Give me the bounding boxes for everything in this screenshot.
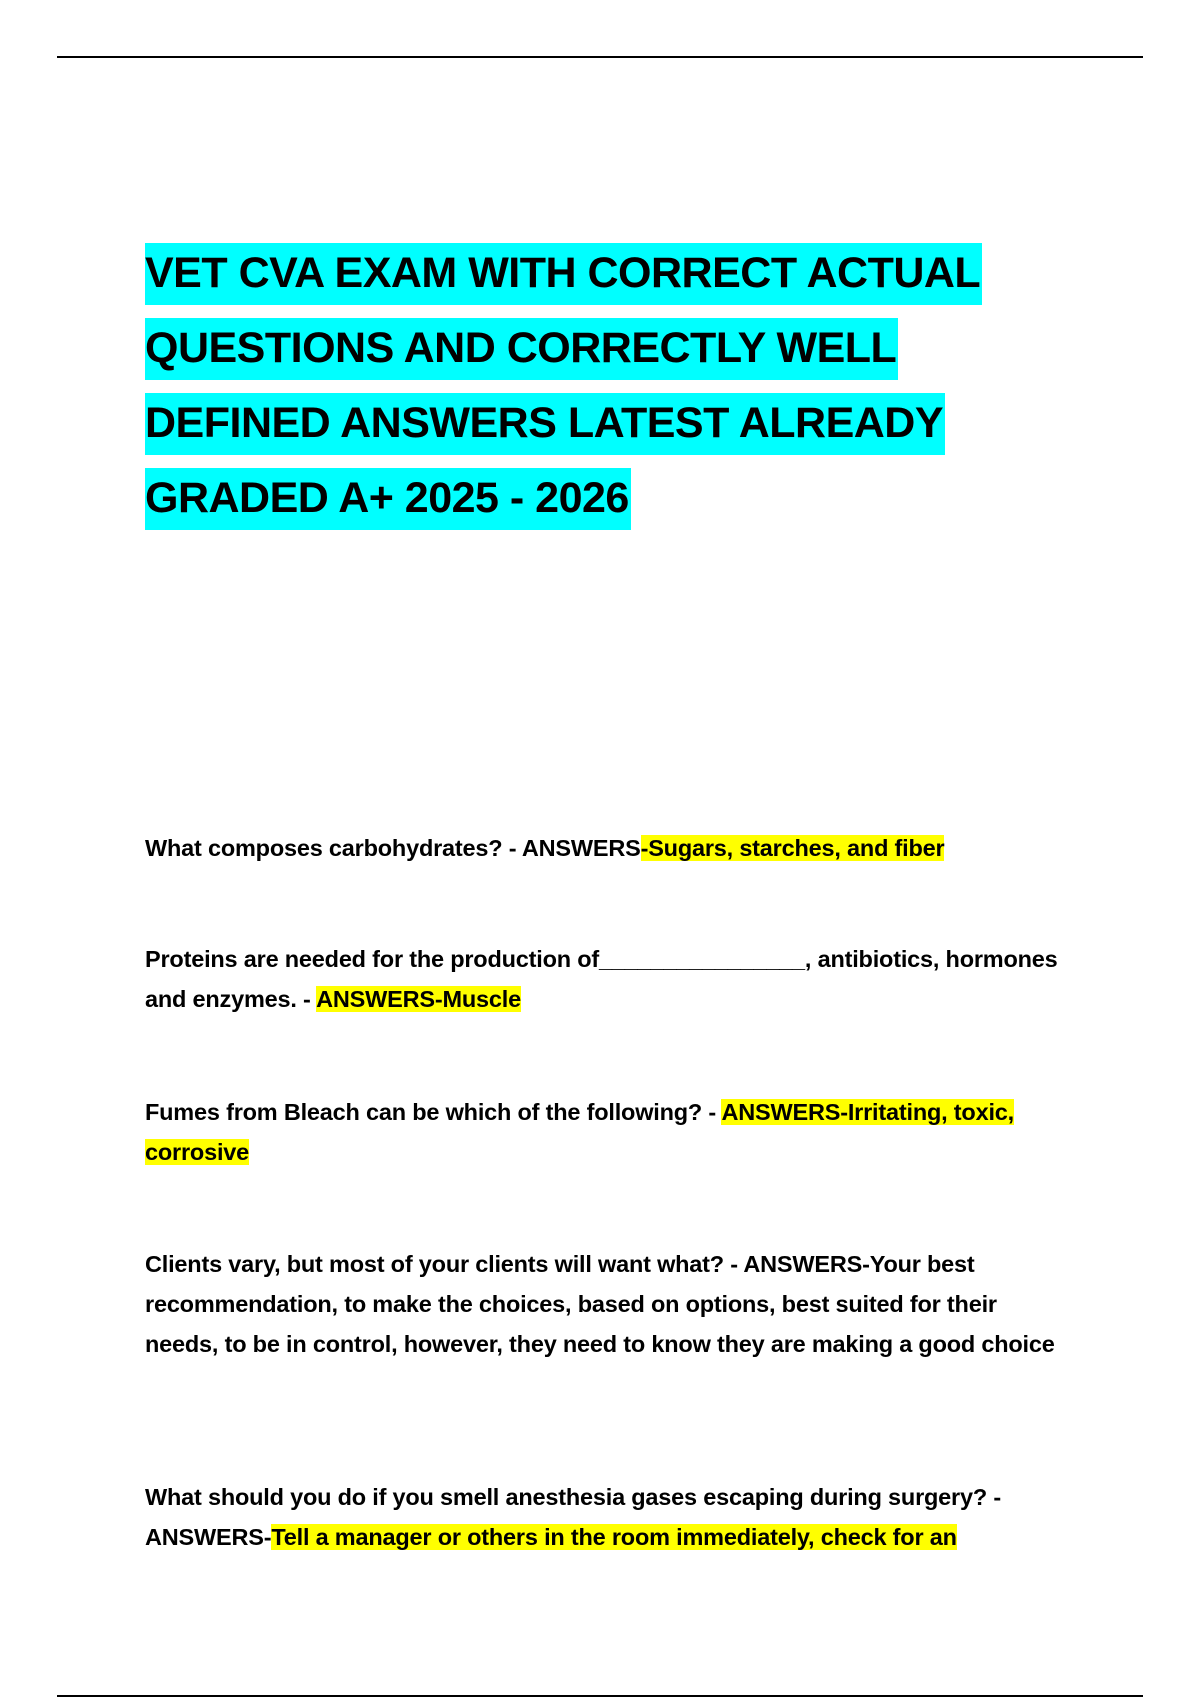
title-line: QUESTIONS AND CORRECTLY WELL [145,311,1145,386]
answer-highlight: ANSWERS-Muscle [316,986,521,1012]
qa-item-carbohydrates [145,828,1065,868]
top-rule [57,56,1143,58]
title-line: DEFINED ANSWERS LATEST ALREADY [145,386,1145,461]
question-text: Fumes from Bleach can be which of the following? - [145,1099,722,1125]
question-text: What should you do if you smell anesthesia gases escaping during surgery? - ANSWERS- [145,1484,1001,1550]
answer-highlight: ANSWERS-Irritating, toxic, corrosive [145,1099,1014,1165]
answer-highlight: -Sugars, starches, and fiber [640,835,945,861]
question-text: Clients vary, but most of your clients will want what? - ANSWERS-Your best recommendation, to make the choices, based on options, best suited for their needs, to be in control, however, they need to know they are making a good choice [145,1251,1055,1357]
question-text: Proteins are needed for the production of________________, antibiotics, hormones and enzymes. - [145,946,1058,1012]
document-title [145,236,1145,536]
qa-item-clients [145,1244,1065,1364]
bottom-rule [57,1695,1143,1697]
title-line: GRADED A+ 2025 - 2026 [145,461,1145,536]
answer-highlight: Tell a manager or others in the room immediately, check for an [271,1524,957,1550]
qa-item-anesthesia [145,1477,1065,1557]
title-line: VET CVA EXAM WITH CORRECT ACTUAL [145,236,1145,311]
question-text: What composes carbohydrates? - ANSWERS [145,835,641,861]
qa-item-bleach [145,1092,1065,1172]
qa-item-proteins [145,939,1065,1019]
